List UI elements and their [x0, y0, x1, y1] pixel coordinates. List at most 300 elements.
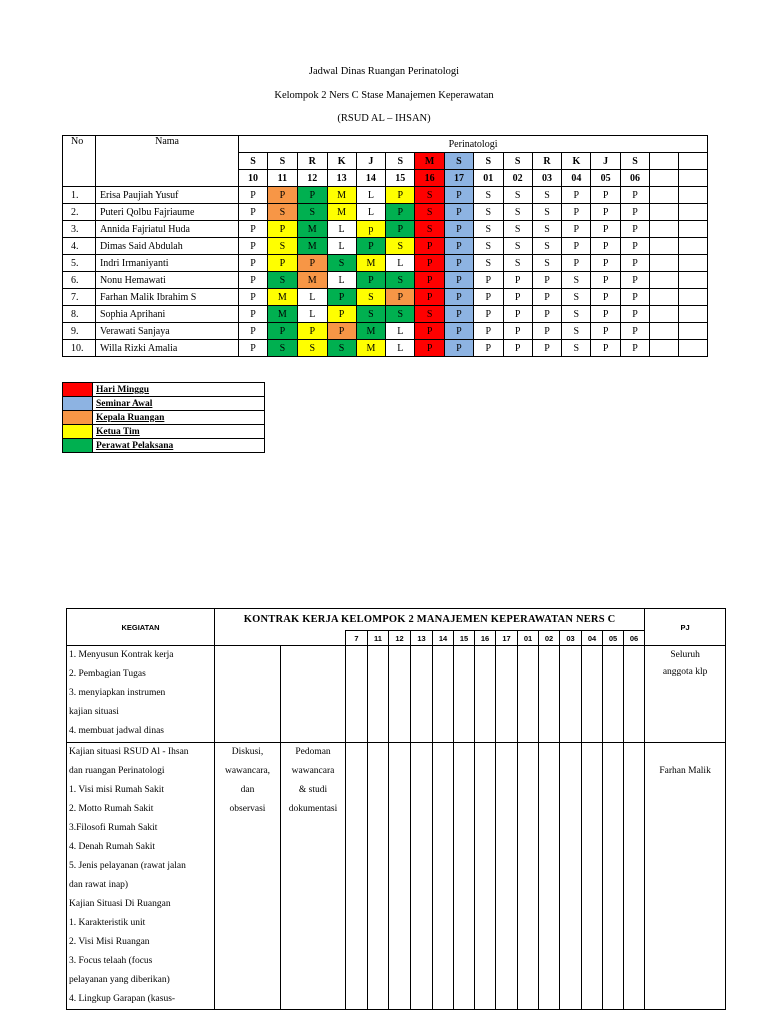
date-cell: 06 [624, 631, 645, 646]
staff-name: Sophia Aprihani [95, 306, 238, 323]
shift-cell: S [415, 187, 445, 204]
text-line: dan rawat inap) [69, 880, 129, 890]
date-check-cell [368, 743, 389, 1010]
empty-cell [649, 238, 678, 255]
shift-cell: S [562, 306, 591, 323]
date-check-cell [346, 646, 368, 743]
pj-line: Seluruh [670, 650, 700, 660]
legend-label: Hari Minggu [93, 383, 265, 397]
shift-cell: P [327, 289, 356, 306]
staff-name: Dimas Said Abdulah [95, 238, 238, 255]
date-cell: 15 [386, 170, 415, 187]
text-line: wawancara [291, 766, 335, 776]
date-check-cell [539, 646, 560, 743]
schedule-table [62, 135, 708, 357]
empty-cell [649, 289, 678, 306]
text-line: 3.Filosofi Rumah Sakit [69, 823, 158, 833]
day-cell: S [267, 153, 297, 170]
empty-cell [649, 340, 678, 357]
date-cell: 13 [327, 170, 356, 187]
method-cell [215, 646, 281, 743]
text-line: 2. Visi Misi Ruangan [69, 937, 150, 947]
empty-cell [678, 238, 707, 255]
shift-cell: P [239, 238, 268, 255]
shift-cell: P [621, 272, 650, 289]
activity-row [67, 646, 726, 743]
legend-item [63, 425, 265, 439]
row-number: 8. [63, 306, 96, 323]
shift-cell: S [267, 238, 297, 255]
date-cell: 13 [411, 631, 433, 646]
day-cell: R [532, 153, 562, 170]
staff-name: Indri Irmaniyanti [95, 255, 238, 272]
shift-cell: P [415, 289, 445, 306]
shift-cell: S [532, 238, 562, 255]
empty-cell [678, 221, 707, 238]
day-cell: S [239, 153, 268, 170]
shift-cell: P [445, 238, 474, 255]
staff-row [63, 340, 708, 357]
shift-cell: P [239, 323, 268, 340]
shift-cell: P [532, 340, 562, 357]
shift-cell: M [356, 255, 386, 272]
shift-cell: P [473, 306, 503, 323]
shift-cell: P [591, 289, 621, 306]
pj-line: Farhan Malik [659, 766, 711, 776]
shift-cell: P [503, 306, 532, 323]
shift-cell: M [267, 289, 297, 306]
shift-cell: M [297, 221, 327, 238]
staff-row [63, 255, 708, 272]
shift-cell: P [445, 306, 474, 323]
text-line: observasi [229, 804, 266, 814]
row-number: 7. [63, 289, 96, 306]
staff-row [63, 289, 708, 306]
shift-cell: L [297, 289, 327, 306]
empty-cell [678, 272, 707, 289]
date-cell: 03 [532, 170, 562, 187]
legend-item [63, 439, 265, 453]
staff-row [63, 272, 708, 289]
header-nama: Nama [95, 136, 238, 187]
contract-table [66, 608, 726, 1010]
shift-cell: P [239, 204, 268, 221]
shift-cell: P [562, 221, 591, 238]
staff-name: Erisa Paujiah Yusuf [95, 187, 238, 204]
pj-cell [645, 743, 726, 1010]
shift-cell: P [591, 255, 621, 272]
shift-cell: P [239, 221, 268, 238]
empty-cell [649, 221, 678, 238]
shift-cell: P [267, 255, 297, 272]
empty-cell [678, 289, 707, 306]
shift-cell: L [356, 204, 386, 221]
day-cell: K [562, 153, 591, 170]
text-line: kajian situasi [69, 707, 119, 717]
shift-cell: S [532, 204, 562, 221]
date-cell: 01 [518, 631, 539, 646]
day-cell: J [356, 153, 386, 170]
shift-cell: S [267, 272, 297, 289]
shift-cell: P [532, 306, 562, 323]
row-number: 4. [63, 238, 96, 255]
shift-cell: S [386, 238, 415, 255]
date-check-cell [496, 743, 518, 1010]
text-line: 3. menyiapkan instrumen [69, 688, 166, 698]
shift-cell: P [562, 204, 591, 221]
staff-name: Annida Fajriatul Huda [95, 221, 238, 238]
shift-cell: S [415, 221, 445, 238]
shift-cell: M [356, 323, 386, 340]
row-number: 9. [63, 323, 96, 340]
shift-cell: M [327, 187, 356, 204]
row-number: 6. [63, 272, 96, 289]
text-line: 5. Jenis pelayanan (rawat jalan [69, 861, 186, 871]
day-cell: S [386, 153, 415, 170]
shift-cell: P [386, 187, 415, 204]
date-check-cell [475, 743, 496, 1010]
shift-cell: P [532, 289, 562, 306]
shift-cell: P [503, 340, 532, 357]
shift-cell: P [621, 306, 650, 323]
shift-cell: p [356, 221, 386, 238]
date-check-cell [454, 743, 475, 1010]
text-line: 4. Denah Rumah Sakit [69, 842, 156, 852]
legend-table [62, 382, 265, 453]
empty-cell [678, 153, 707, 170]
date-cell: 15 [454, 631, 475, 646]
text-line: 4. Lingkup Garapan (kasus- [69, 994, 176, 1004]
shift-cell: P [297, 187, 327, 204]
legend-swatch [63, 425, 93, 439]
schedule-subtitle: Kelompok 2 Ners C Stase Manajemen Keperawatan [274, 90, 494, 101]
shift-cell: P [386, 204, 415, 221]
date-check-cell [433, 743, 454, 1010]
shift-cell: S [532, 187, 562, 204]
date-cell: 17 [445, 170, 474, 187]
shift-cell: P [327, 306, 356, 323]
shift-cell: P [621, 323, 650, 340]
shift-cell: P [473, 289, 503, 306]
empty-cell [649, 323, 678, 340]
shift-cell: S [473, 187, 503, 204]
text-line: Kajian situasi RSUD Al - Ihsan [69, 747, 189, 757]
empty-cell [649, 153, 678, 170]
date-check-cell [624, 743, 645, 1010]
staff-name: Willa Rizki Amalia [95, 340, 238, 357]
empty-cell [678, 255, 707, 272]
text-line: pelayanan yang diberikan) [69, 975, 170, 985]
date-cell: 10 [239, 170, 268, 187]
shift-cell: P [591, 204, 621, 221]
text-line: 2. Pembagian Tugas [69, 669, 146, 679]
text-line: 1. Karakteristik unit [69, 918, 146, 928]
empty-cell [678, 306, 707, 323]
date-check-cell [518, 743, 539, 1010]
row-number: 1. [63, 187, 96, 204]
shift-cell: M [297, 238, 327, 255]
empty-cell [649, 255, 678, 272]
shift-cell: S [503, 238, 532, 255]
day-cell: S [503, 153, 532, 170]
text-line: 3. Focus telaah (focus [69, 956, 153, 966]
day-cell: K [327, 153, 356, 170]
text-line: 4. membuat jadwal dinas [69, 726, 164, 736]
shift-cell: P [239, 272, 268, 289]
row-number: 10. [63, 340, 96, 357]
shift-cell: S [503, 187, 532, 204]
shift-cell: S [473, 255, 503, 272]
shift-cell: P [591, 306, 621, 323]
date-check-cell [539, 743, 560, 1010]
date-cell: 06 [621, 170, 650, 187]
shift-cell: P [473, 340, 503, 357]
date-cell: 02 [539, 631, 560, 646]
date-check-cell [389, 743, 411, 1010]
shift-cell: L [327, 272, 356, 289]
day-cell: J [591, 153, 621, 170]
shift-cell: S [356, 289, 386, 306]
legend-swatch [63, 411, 93, 425]
legend-label: Ketua Tim [93, 425, 265, 439]
date-check-cell [411, 743, 433, 1010]
shift-cell: P [503, 289, 532, 306]
shift-cell: S [532, 255, 562, 272]
date-check-cell [624, 646, 645, 743]
shift-cell: L [327, 221, 356, 238]
staff-name: Farhan Malik Ibrahim S [95, 289, 238, 306]
date-check-cell [518, 646, 539, 743]
legend-label: Seminar Awal [93, 397, 265, 411]
shift-cell: P [621, 289, 650, 306]
text-line: dokumentasi [288, 804, 338, 814]
date-check-cell [603, 743, 624, 1010]
day-cell: S [621, 153, 650, 170]
text-line: & studi [298, 785, 328, 795]
shift-cell: P [445, 255, 474, 272]
shift-cell: P [239, 187, 268, 204]
shift-cell: P [473, 272, 503, 289]
shift-cell: P [621, 238, 650, 255]
shift-cell: S [356, 306, 386, 323]
date-check-cell [582, 743, 603, 1010]
text-line: Pedoman [295, 747, 331, 757]
shift-cell: P [503, 272, 532, 289]
text-line: dan ruangan Perinatologi [69, 766, 165, 776]
date-cell: 17 [496, 631, 518, 646]
date-cell: 12 [297, 170, 327, 187]
shift-cell: P [239, 340, 268, 357]
shift-cell: P [591, 221, 621, 238]
text-line: Diskusi, [231, 747, 264, 757]
shift-cell: S [503, 221, 532, 238]
legend-label: Perawat Pelaksana [93, 439, 265, 453]
shift-cell: S [297, 204, 327, 221]
media-cell [281, 743, 346, 1010]
date-cell: 11 [368, 631, 389, 646]
shift-cell: P [386, 221, 415, 238]
legend-swatch [63, 383, 93, 397]
shift-cell: P [267, 187, 297, 204]
shift-cell: L [386, 323, 415, 340]
date-check-cell [346, 743, 368, 1010]
empty-cell [678, 323, 707, 340]
shift-cell: P [239, 255, 268, 272]
empty-cell [649, 187, 678, 204]
staff-name: Puteri Qolbu Fajriaume [95, 204, 238, 221]
row-number: 5. [63, 255, 96, 272]
shift-cell: L [356, 187, 386, 204]
shift-cell: P [415, 340, 445, 357]
date-cell: 02 [503, 170, 532, 187]
date-cell: 7 [346, 631, 368, 646]
shift-cell: P [562, 187, 591, 204]
date-cell: 14 [356, 170, 386, 187]
empty-cell [678, 340, 707, 357]
header-kegiatan: KEGIATAN [67, 609, 215, 646]
date-cell: 05 [591, 170, 621, 187]
date-cell: 14 [433, 631, 454, 646]
shift-cell: P [297, 323, 327, 340]
shift-cell: S [415, 204, 445, 221]
shift-cell: S [503, 255, 532, 272]
shift-cell: P [445, 340, 474, 357]
shift-cell: L [327, 238, 356, 255]
date-check-cell [368, 646, 389, 743]
shift-cell: P [267, 221, 297, 238]
day-cell: R [297, 153, 327, 170]
shift-cell: P [415, 255, 445, 272]
staff-name: Nonu Hemawati [95, 272, 238, 289]
staff-row [63, 306, 708, 323]
shift-cell: P [445, 272, 474, 289]
shift-cell: P [621, 187, 650, 204]
shift-cell: P [591, 187, 621, 204]
date-cell: 04 [562, 170, 591, 187]
staff-row [63, 221, 708, 238]
shift-cell: P [591, 272, 621, 289]
day-cell: M [415, 153, 445, 170]
date-check-cell [560, 743, 582, 1010]
shift-cell: S [503, 204, 532, 221]
media-cell [281, 646, 346, 743]
shift-cell: P [445, 187, 474, 204]
shift-cell: S [327, 340, 356, 357]
shift-cell: M [327, 204, 356, 221]
shift-cell: S [562, 289, 591, 306]
shift-cell: P [621, 255, 650, 272]
date-cell: 16 [475, 631, 496, 646]
pj-cell [645, 646, 726, 743]
shift-cell: S [562, 340, 591, 357]
date-check-cell [411, 646, 433, 743]
legend-item [63, 411, 265, 425]
shift-cell: P [562, 238, 591, 255]
shift-cell: P [386, 289, 415, 306]
text-line: 2. Motto Rumah Sakit [69, 804, 154, 814]
staff-row [63, 238, 708, 255]
date-check-cell [496, 646, 518, 743]
shift-cell: L [297, 306, 327, 323]
shift-cell: M [297, 272, 327, 289]
row-number: 2. [63, 204, 96, 221]
date-check-cell [560, 646, 582, 743]
date-check-cell [454, 646, 475, 743]
empty-cell [649, 204, 678, 221]
date-cell: 04 [582, 631, 603, 646]
shift-cell: P [591, 340, 621, 357]
shift-cell: L [386, 340, 415, 357]
date-check-cell [389, 646, 411, 743]
shift-cell: P [297, 255, 327, 272]
text-line: 1. Menyusun Kontrak kerja [69, 650, 174, 660]
date-cell: 16 [415, 170, 445, 187]
shift-cell: P [445, 221, 474, 238]
legend-swatch [63, 397, 93, 411]
shift-cell: P [621, 204, 650, 221]
contract-title: KONTRAK KERJA KELOMPOK 2 MANAJEMEN KEPERAWATAN NERS C [215, 609, 645, 631]
shift-cell: S [473, 221, 503, 238]
day-cell: S [445, 153, 474, 170]
legend-item [63, 383, 265, 397]
shift-cell: P [445, 204, 474, 221]
empty-cell [678, 204, 707, 221]
header-blank [215, 631, 346, 646]
schedule-title: Jadwal Dinas Ruangan Perinatologi [308, 66, 460, 77]
shift-cell: S [386, 306, 415, 323]
shift-cell: P [267, 323, 297, 340]
shift-cell: P [445, 323, 474, 340]
row-number: 3. [63, 221, 96, 238]
shift-cell: P [239, 306, 268, 323]
text-line: 1. Visi misi Rumah Sakit [69, 785, 165, 795]
empty-cell [678, 170, 707, 187]
empty-cell [649, 306, 678, 323]
date-check-cell [603, 646, 624, 743]
shift-cell: M [267, 306, 297, 323]
header-no: No [63, 136, 96, 187]
activity-cell [67, 743, 215, 1010]
shift-cell: P [327, 323, 356, 340]
date-check-cell [475, 646, 496, 743]
shift-cell: P [532, 272, 562, 289]
schedule-hospital: (RSUD AL – IHSAN) [337, 113, 431, 124]
legend-swatch [63, 439, 93, 453]
activity-row [67, 743, 726, 1010]
shift-cell: S [473, 204, 503, 221]
shift-cell: P [621, 340, 650, 357]
legend-label: Kepala Ruangan [93, 411, 265, 425]
staff-row [63, 204, 708, 221]
pj-line: anggota klp [662, 667, 708, 677]
shift-cell: P [356, 272, 386, 289]
shift-cell: P [415, 272, 445, 289]
staff-row [63, 187, 708, 204]
shift-cell: S [473, 238, 503, 255]
shift-cell: P [445, 289, 474, 306]
empty-cell [678, 187, 707, 204]
staff-name: Verawati Sanjaya [95, 323, 238, 340]
shift-cell: M [356, 340, 386, 357]
shift-cell: P [356, 238, 386, 255]
header-ward: Perinatologi [239, 136, 708, 153]
shift-cell: S [297, 340, 327, 357]
shift-cell: P [415, 323, 445, 340]
shift-cell: P [473, 323, 503, 340]
shift-cell: L [386, 255, 415, 272]
text-line: wawancara, [224, 766, 271, 776]
date-cell: 12 [389, 631, 411, 646]
